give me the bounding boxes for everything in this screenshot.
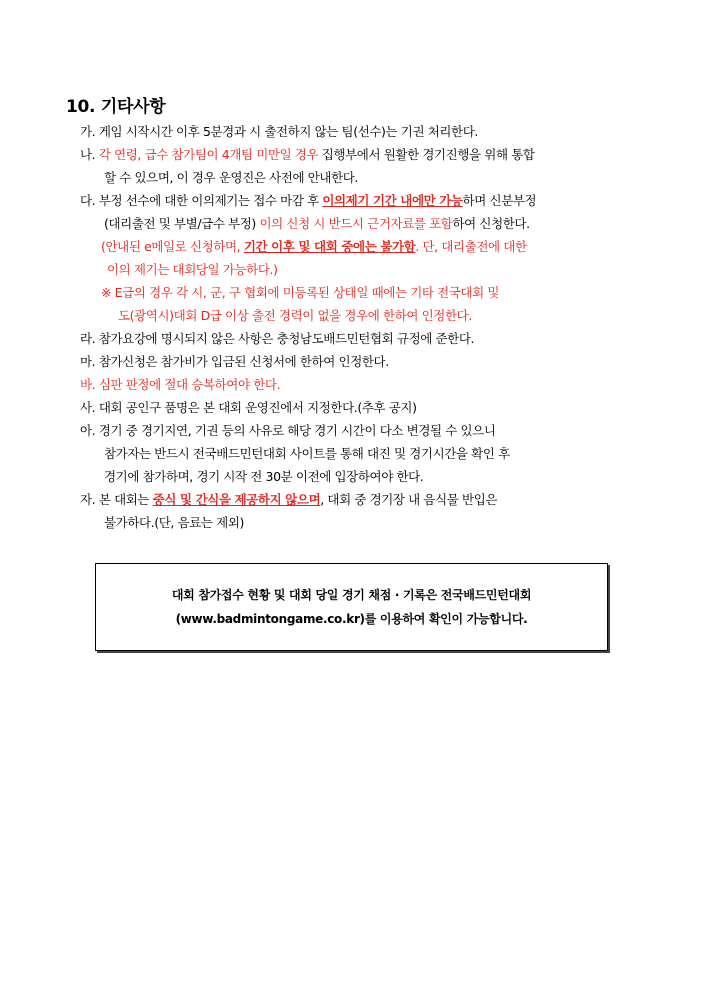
item-ba: 바. 심판 판정에 절대 승복하여야 한다. <box>80 377 281 392</box>
item-ja-prefix: 자. 본 대회는 <box>80 492 153 507</box>
item-da-l3-prefix: (안내된 e메일로 신청하며, <box>101 239 244 254</box>
notice-line1: 대회 참가접수 현황 및 대회 당일 경기 채점 · 기록은 전국배드민턴대회 <box>171 588 532 602</box>
item-da-line2 <box>104 216 530 232</box>
item-na <box>80 147 535 163</box>
item-da-l3-emphasis: 기간 이후 및 대회 중에는 불가함 <box>243 239 416 254</box>
notice-line2: (www.badmintongame.co.kr)를 이용하여 확인이 가능합니다. <box>175 612 528 626</box>
item-da-line3 <box>101 239 527 255</box>
item-da-note1: ※ E급의 경우 각 시, 군, 구 협회에 미등록된 상태일 때에는 기타 전국대회 및 <box>101 285 500 300</box>
item-ra: 라. 참가요강에 명시되지 않은 사항은 충청남도배드민턴협회 규정에 준한다. <box>80 331 475 346</box>
notice-box <box>95 563 608 651</box>
item-na-line2: 할 수 있으며, 이 경우 운영진은 사전에 안내한다. <box>104 170 358 185</box>
item-sa: 사. 대회 공인구 품명은 본 대회 운영진에서 지정한다.(추후 공지) <box>80 400 417 415</box>
item-da-l1-emphasis: 이의제기 기간 내에만 가능 <box>322 193 463 208</box>
item-da-l2-prefix: (대리출전 및 부별/급수 부정) <box>104 216 260 231</box>
item-ah-line3: 경기에 참가하며, 경기 시작 전 30분 이전에 입장하여야 한다. <box>104 469 424 484</box>
item-da-l3-suffix: . 단, 대리출전에 대한 <box>415 239 527 254</box>
item-ja-suffix: , 대회 중 경기장 내 음식물 반입은 <box>320 492 498 507</box>
item-ah: 아. 경기 중 경기지연, 기권 등의 사유로 해당 경기 시간이 다소 변경될 수 있으니 <box>80 423 496 438</box>
item-na-emphasis: 각 연령, 급수 참가팀이 4개팀 미만일 경우 <box>98 147 319 162</box>
section-title: 10. 기타사항 <box>66 97 166 117</box>
item-da-l1-suffix: 하며 신분부정 <box>462 193 537 208</box>
item-ja <box>80 492 497 508</box>
item-ga: 가. 게임 시작시간 이후 5분경과 시 출전하지 않는 팀(선수)는 기권 처리한다. <box>80 124 478 139</box>
item-ja-emphasis: 중식 및 간식을 제공하지 않으며 <box>152 492 321 507</box>
item-ah-line2: 참가자는 반드시 전국배드민턴대회 사이트를 통해 대진 및 경기시간을 확인 후 <box>104 446 510 461</box>
item-da-l2-emphasis: 이의 신청 시 반드시 근거자료를 포함 <box>259 216 453 231</box>
item-da-l2-suffix: 하여 신청한다. <box>452 216 530 231</box>
item-ja-line2: 불가하다.(단, 음료는 제외) <box>104 515 244 530</box>
item-na-prefix: 나. <box>80 147 99 162</box>
item-da-l1-prefix: 다. 부정 선수에 대한 이의제기는 접수 마감 후 <box>80 193 323 208</box>
item-da <box>80 193 536 209</box>
item-na-suffix: 집행부에서 원활한 경기진행을 위해 통합 <box>318 147 535 162</box>
item-ma: 마. 참가신청은 참가비가 입금된 신청서에 한하여 인정한다. <box>80 354 389 369</box>
item-da-note2: 도(광역시)대회 D급 이상 출전 경력이 없을 경우에 한하여 인정한다. <box>118 308 472 323</box>
item-da-line4: 이의 제기는 대회당일 가능하다.) <box>107 262 278 277</box>
